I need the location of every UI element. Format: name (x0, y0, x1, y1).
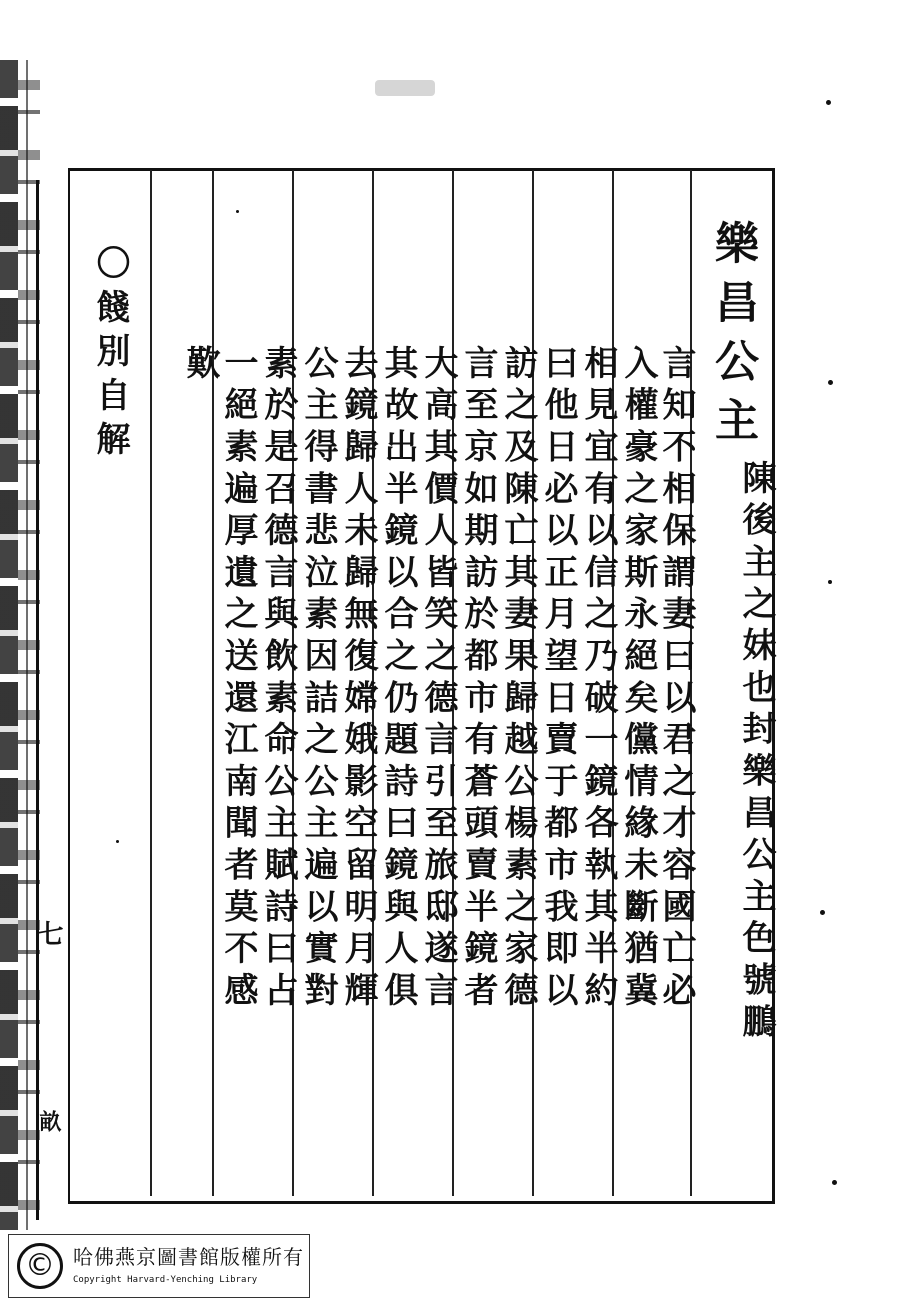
outer-margin-line (36, 180, 39, 1220)
scan-smudge (375, 80, 435, 96)
copyright-stamp (8, 1234, 310, 1298)
text-column-1: 陳後主之妹也封樂昌公主色號鵬 (736, 460, 776, 1046)
text-column-11: 公主得書悲泣素因詰之公主遍以實對 (298, 345, 338, 1014)
copyright-chinese: 哈佛燕京圖書館版權所有 (73, 1245, 304, 1269)
spine-line (26, 60, 28, 1230)
entry-title: 樂昌公主 (707, 220, 758, 456)
scan-speck (820, 910, 825, 915)
text-column-5: 曰他日必以正月望日賣于都市我即以 (538, 345, 578, 1014)
text-column-7: 言至京如期訪於都市有蒼頭賣半鏡者 (458, 345, 498, 1014)
text-column-13: 一絕素遍厚遺之送還江南聞者莫不感 (218, 345, 258, 1014)
binding-gutter (0, 60, 18, 1230)
scan-speck (116, 840, 119, 843)
scan-speck (828, 580, 832, 584)
scan-speck (832, 1180, 837, 1185)
next-heading: 〇餞別自解 (90, 245, 130, 465)
copyright-english: Copyright Harvard-Yenching Library (73, 1275, 258, 1285)
scan-speck (828, 380, 833, 385)
text-column-12: 素於是召德言與飲素命公主賦詩曰占 (258, 345, 298, 1014)
margin-note: 畝 (36, 1110, 62, 1144)
column-rule (150, 170, 152, 1196)
text-column-9: 其故出半鏡以合之仍題詩曰鏡與人俱 (378, 345, 418, 1014)
page-number: 七 (33, 920, 63, 958)
copyright-icon: © (17, 1243, 63, 1289)
scan-speck (826, 100, 831, 105)
text-column-10: 去鏡歸人未歸無復嫦娥影空留明月輝 (338, 345, 378, 1014)
text-column-2: 言知不相保謂妻曰以君之才容國亡必 (656, 345, 696, 1014)
text-column-8: 大高其價人皆笑之德言引至旅邸遂言 (418, 345, 458, 1014)
text-column-3: 入權豪之家斯永絕矣儻情緣未斷猶冀 (618, 345, 658, 1014)
text-column-6: 訪之及陳亡其妻果歸越公楊素之家德 (498, 345, 538, 1014)
scan-speck (236, 210, 239, 213)
text-column-4: 相見宜有以信之乃破一鏡各執其半約 (578, 345, 618, 1014)
text-column-14: 歎 (180, 345, 220, 387)
